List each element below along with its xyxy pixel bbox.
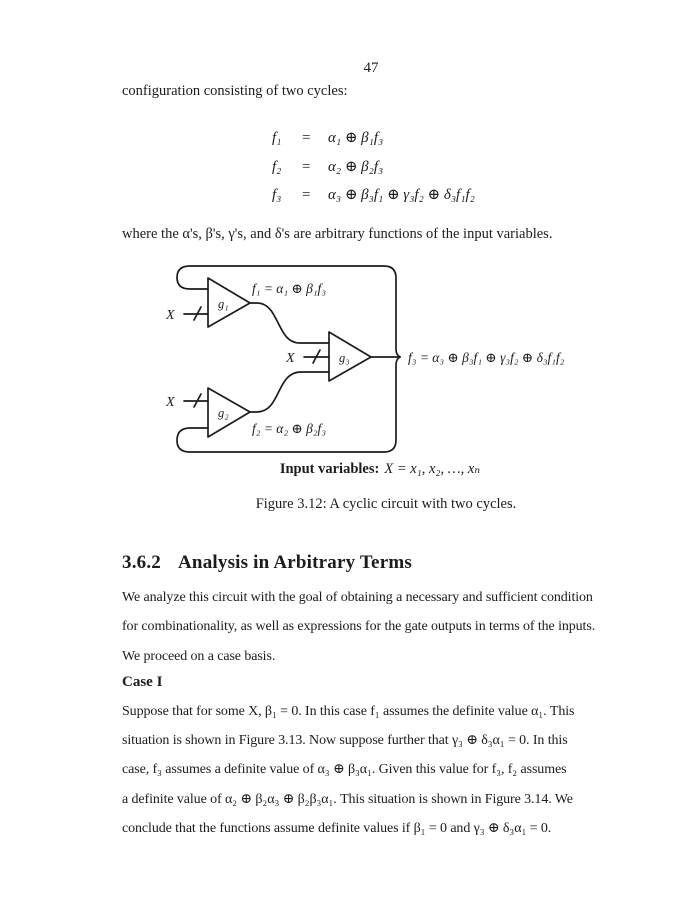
section-paragraph xyxy=(122,583,595,671)
equals-sign: = xyxy=(302,130,311,146)
equals-sign: = xyxy=(302,158,311,175)
equation-lhs: f₃ xyxy=(272,187,282,204)
f3-equation-label: f₃ = α₃ ⊕ β₃f₁ ⊕ γ₃f₂ ⊕ δ₃f₁f₂ xyxy=(408,350,565,365)
wire-bottom-feedback xyxy=(177,357,400,452)
figure-circuit-diagram xyxy=(140,256,660,461)
case-heading: Case I xyxy=(122,674,163,690)
f2-equation-label: f₂ = α₂ ⊕ β₂f₃ xyxy=(252,421,327,436)
equation-lhs: f₁ xyxy=(272,130,282,146)
wire-x-input-g3 xyxy=(304,350,329,363)
paragraph-line: We proceed on a case basis. xyxy=(122,648,276,664)
equation-row xyxy=(272,181,475,210)
intro-line: configuration consisting of two cycles: xyxy=(122,83,348,99)
paragraph-line: situation is shown in Figure 3.13. Now suppose further that γ₃ ⊕ δ₃α₁ = 0. In this xyxy=(122,733,568,749)
f1-equation-label: f₁ = α₁ ⊕ β₁f₃ xyxy=(252,281,327,296)
paragraph-line: Suppose that for some X, β₁ = 0. In this case f₁ assumes the definite value α₁. This xyxy=(122,704,575,719)
x-input-label-g3: X xyxy=(286,351,295,366)
figure-caption: Figure 3.12: A cyclic circuit with two cycles. xyxy=(255,496,517,512)
input-variables-label: Input variables: xyxy=(279,461,380,477)
equation-row xyxy=(272,153,475,182)
wire-g2-to-g3 xyxy=(250,372,329,412)
gate-label-g1: g₁ xyxy=(218,297,229,311)
gate-label-g2: g₂ xyxy=(218,406,229,420)
where-line: where the α's, β's, γ's, and δ's are arbitrary functions of the input variables. xyxy=(122,226,553,242)
gate-g3-triangle xyxy=(329,332,371,381)
case-paragraph xyxy=(122,697,574,843)
input-variables-line xyxy=(120,461,640,478)
page-number: 47 xyxy=(363,60,379,76)
equation-block xyxy=(272,124,475,210)
wire-x-input-g1 xyxy=(184,307,208,320)
wire-x-input-g2 xyxy=(184,394,208,407)
x-input-label-g2: X xyxy=(166,395,175,410)
wire-g1-to-g3 xyxy=(250,303,329,343)
paragraph-line: a definite value of α₂ ⊕ β₂α₃ ⊕ β₂β₃α₁. This situation is shown in Figure 3.14. We xyxy=(122,791,573,807)
equation-row xyxy=(272,124,475,153)
paragraph-line: for combinationality, as well as expressions for the gate outputs in terms of the inputs. xyxy=(122,619,596,635)
equals-sign: = xyxy=(302,187,311,204)
gate-g1-triangle xyxy=(208,278,250,327)
equation-rhs: α₃ ⊕ β₃f₁ ⊕ γ₃f₂ ⊕ δ₃f₁f₂ xyxy=(328,187,475,204)
paragraph-line: case, f₃ assumes a definite value of α₃ ⊕ β₃α₁. Given this value for f₃, f₂ assumes xyxy=(122,762,567,778)
section-title: Analysis in Arbitrary Terms xyxy=(178,552,412,573)
section-heading xyxy=(122,552,412,574)
paragraph-line: We analyze this circuit with the goal of obtaining a necessary and sufficient condition xyxy=(122,590,593,605)
equation-rhs: α₁ ⊕ β₁f₃ xyxy=(328,130,384,146)
gate-label-g3: g₃ xyxy=(339,351,350,365)
gate-g2-triangle xyxy=(208,388,250,437)
paragraph-line: conclude that the functions assume definite values if β₁ = 0 and γ₃ ⊕ δ₃α₁ = 0. xyxy=(122,820,552,836)
x-input-label-g1: X xyxy=(166,308,175,323)
equation-rhs: α₂ ⊕ β₂f₃ xyxy=(328,158,384,175)
equation-lhs: f₂ xyxy=(272,158,282,175)
input-variables-math: X = x₁, x₂, …, xₙ xyxy=(384,461,481,477)
section-number: 3.6.2 xyxy=(122,552,161,573)
